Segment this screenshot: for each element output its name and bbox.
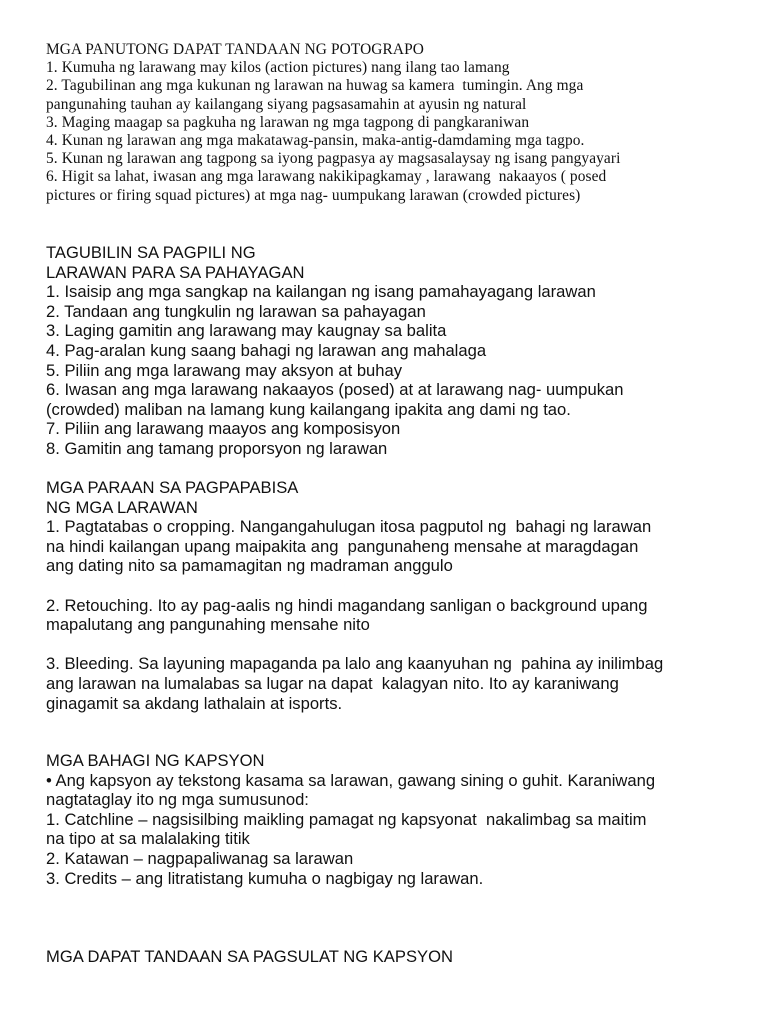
- paragraph-line: mapalutang ang pangunahing mensahe nito: [46, 615, 370, 635]
- list-item: 2. Tandaan ang tungkulin ng larawan sa pahayagan: [46, 301, 426, 321]
- paragraph-line: na hindi kailangan upang maipakita ang pangunaheng mensahe at maragdagan: [46, 536, 639, 556]
- section-heading: TAGUBILIN SA PAGPILI NG: [46, 243, 256, 262]
- section-dapat-tandaan-kapsyon: [46, 947, 756, 967]
- list-item: 4. Kunan ng larawan ang mga makatawag-pansin, maka-antig-damdaming mga tagpo.: [46, 132, 585, 150]
- section-heading: LARAWAN PARA SA PAHAYAGAN: [46, 262, 305, 282]
- list-item-continuation: pangunahing tauhan ay kailangang siyang pagsasamahin at ayusin ng natural: [46, 95, 527, 113]
- list-item: 5. Kunan ng larawan ang tagpong sa iyong pagpasya ay magsasalaysay ng isang pangyayari: [46, 150, 621, 168]
- list-item-continuation: na tipo at sa malalaking titik: [46, 829, 250, 849]
- paragraph-gap: [46, 576, 756, 596]
- paragraph-line: ginagamit sa akdang lathalain at isports.: [46, 693, 343, 713]
- paragraph-line: 2. Retouching. Ito ay pag-aalis ng hindi magandang sanligan o background upang: [46, 595, 648, 615]
- list-item: 2. Katawan – nagpapaliwanag sa larawan: [46, 848, 354, 868]
- list-item: 3. Credits – ang litratistang kumuha o nagbigay ng larawan.: [46, 868, 484, 888]
- list-item: 7. Piliin ang larawang maayos ang komposisyon: [46, 419, 401, 439]
- paragraph-line: ang larawan na lumalabas sa lugar na dapat kalagyan nito. Ito ay karaniwang: [46, 673, 619, 693]
- list-item: 1. Catchline – nagsisilbing maikling pamagat ng kapsyonat nakalimbag sa maitim: [46, 809, 647, 829]
- section-heading: MGA DAPAT TANDAAN SA PAGSULAT NG KAPSYON: [46, 947, 453, 966]
- section-panutong-potograpo: [46, 41, 746, 205]
- list-item: 5. Piliin ang mga larawang may aksyon at buhay: [46, 360, 403, 380]
- paragraph-line: 1. Pagtatabas o cropping. Nangangahulugan itosa pagputol ng bahagi ng larawan: [46, 517, 652, 537]
- paragraph-line: 3. Bleeding. Sa layuning mapaganda pa lalo ang kaanyuhan ng pahina ay inilimbag: [46, 654, 664, 674]
- list-item: 1. Isaisip ang mga sangkap na kailangan ng isang pamahayagang larawan: [46, 282, 596, 302]
- section-tagubilin-pagpili: [46, 243, 756, 459]
- paragraph-line: ang dating nito sa pamamagitan ng madraman anggulo: [46, 556, 453, 576]
- section-heading: MGA PARAAN SA PAGPAPABISA: [46, 478, 299, 497]
- bullet-item-continuation: nagtataglay ito ng mga sumusunod:: [46, 790, 309, 810]
- section-heading: MGA PANUTONG DAPAT TANDAAN NG POTOGRAPO: [46, 41, 424, 58]
- list-item: 4. Pag-aralan kung saang bahagi ng larawan ang mahalaga: [46, 340, 487, 360]
- paragraph-gap: [46, 635, 756, 655]
- section-bahagi-kapsyon: [46, 751, 756, 888]
- bullet-item: • Ang kapsyon ay tekstong kasama sa larawan, gawang sining o guhit. Karaniwang: [46, 770, 656, 790]
- section-heading: NG MGA LARAWAN: [46, 497, 198, 517]
- list-item: 2. Tagubilinan ang mga kukunan ng larawan na huwag sa kamera tumingin. Ang mga: [46, 77, 584, 95]
- list-item: 8. Gamitin ang tamang proporsyon ng larawan: [46, 438, 388, 458]
- section-heading: MGA BAHAGI NG KAPSYON: [46, 751, 265, 770]
- section-paraan-pagpapabisa: [46, 478, 756, 713]
- list-item: 3. Maging maagap sa pagkuha ng larawan ng mga tagpong di pangkaraniwan: [46, 113, 530, 131]
- list-item-continuation: pictures or firing squad pictures) at mga nag- uumpukang larawan (crowded pictures): [46, 186, 581, 204]
- list-item-continuation: (crowded) maliban na lamang kung kailangang ipakita ang dami ng tao.: [46, 399, 571, 419]
- list-item: 3. Laging gamitin ang larawang may kaugnay sa balita: [46, 321, 447, 341]
- list-item: 6. Iwasan ang mga larawang nakaayos (posed) at at larawang nag- uumpukan: [46, 380, 624, 400]
- list-item: 1. Kumuha ng larawang may kilos (action pictures) nang ilang tao lamang: [46, 59, 510, 77]
- list-item: 6. Higit sa lahat, iwasan ang mga larawang nakikipagkamay , larawang nakaayos ( posed: [46, 168, 607, 186]
